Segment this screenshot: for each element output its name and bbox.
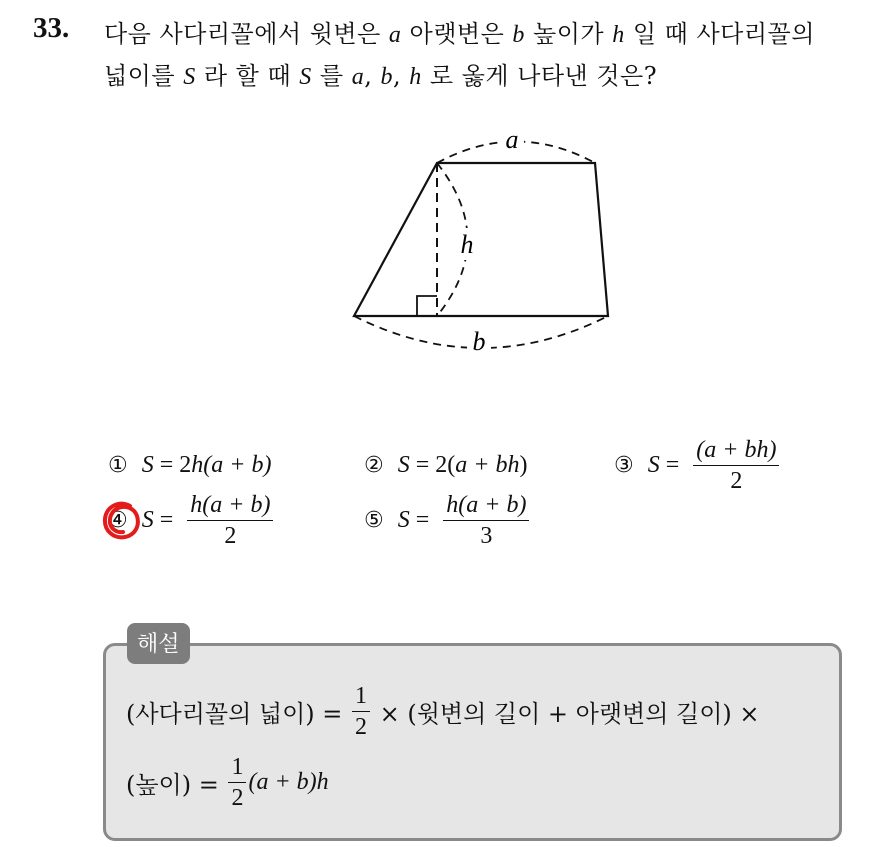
choice-marker: ④ [108, 508, 128, 534]
answer-circle-mark [100, 498, 144, 542]
question-number: 33. [33, 12, 70, 44]
choice-1[interactable]: ① S = 2 h(a + b) [108, 452, 272, 478]
question-text: 다음 사다리꼴에서 윗변은 [104, 20, 389, 48]
label-b: b [472, 327, 486, 356]
question-text: 일 때 사다리꼴의 [624, 20, 815, 48]
question-text: , [364, 62, 381, 90]
question-line-1 [104, 14, 815, 49]
solution-tag: 해설 [127, 623, 190, 664]
choice-marker: ① [108, 453, 128, 478]
choice-3[interactable]: ③ S = $\frac{(a + bh)}{2}$ [614, 437, 779, 495]
var-b: b [380, 64, 393, 90]
choice-4[interactable]: ④ S = $\frac{h(a + b)}{2}$ [108, 492, 273, 550]
fraction: $\frac{(a + bh)}{2}$ [693, 437, 779, 495]
solution-text: × (윗변의 길이 + 아랫변의 길이) × [372, 700, 760, 729]
choice-2[interactable]: ② S = 2( a + bh ) [364, 452, 528, 478]
question-text: 아랫변은 [401, 20, 513, 48]
var-S: S [299, 64, 312, 90]
right-angle-marker [417, 296, 437, 316]
question-line-2 [104, 56, 657, 91]
solution-text: (높이) = [126, 771, 227, 800]
var-h: h [409, 64, 422, 90]
var-b: b [512, 22, 525, 48]
choice-marker: ⑤ [364, 508, 384, 534]
question-text: , [392, 62, 410, 90]
var-a: a [388, 22, 402, 48]
solution-line-1 [126, 683, 760, 741]
var-a: a [351, 64, 365, 90]
choice-5[interactable]: ⑤ S = $\frac{h(a + b)}{3}$ [364, 492, 529, 550]
question-text: 높이가 [524, 20, 613, 48]
solution-expression: (a + b)h [248, 769, 329, 796]
fraction: $\frac{h(a + b)}{3}$ [443, 492, 529, 550]
half-fraction: $\frac{1}{2}$ [228, 754, 246, 812]
label-h: h [460, 230, 474, 259]
choice-marker: ② [364, 453, 384, 478]
var-S: S [183, 64, 196, 90]
question-text: 라 할 때 [195, 62, 300, 90]
question-text: 를 [311, 62, 352, 90]
solution-line-2 [126, 754, 329, 812]
trapezoid-figure [340, 120, 640, 360]
trapezoid-shape [354, 163, 608, 316]
solution-text: (사다리꼴의 넓이) = [126, 700, 351, 729]
question-text: 넓이를 [104, 62, 184, 90]
fraction: $\frac{h(a + b)}{2}$ [187, 492, 273, 550]
label-a: a [505, 125, 519, 154]
question-text: 로 옳게 나타낸 것은? [421, 62, 658, 90]
choice-marker: ③ [614, 453, 634, 479]
var-h: h [612, 22, 625, 48]
half-fraction: $\frac{1}{2}$ [352, 683, 370, 741]
